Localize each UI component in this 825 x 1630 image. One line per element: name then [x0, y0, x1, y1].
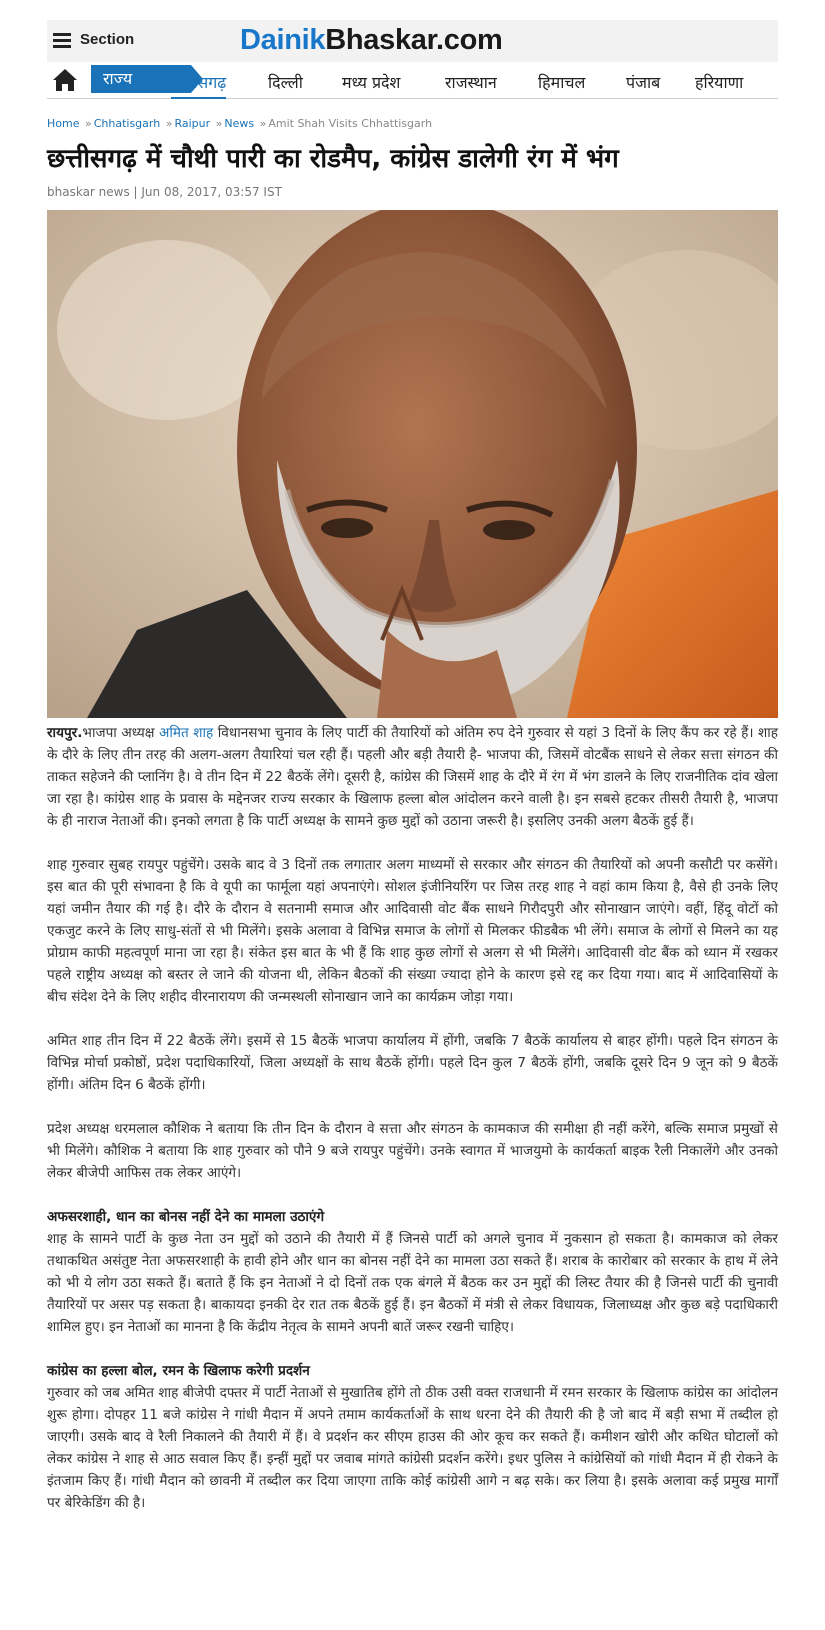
article-paragraph: गुरुवार को जब अमित शाह बीजेपी दफ्तर में पार्टी नेताओं से मुखातिब होंगे तो ठीक उसी वक्त राजधानी में रमन सरकार के खिलाफ कांग्रेस का आंदोलन शुरू होगा। दोपहर 11 बजे कांग्रेस ने गांधी मैदान में अपने तमाम कार्यकर्ताओं के साथ धरना देने की तैयारी की है जो बाद में बड़ी सभा में तब्दील हो जाएगी। उसके बाद वे रैली निकालने की तैयारी में हैं। वे प्रदर्शन कर सीएम हाउस की ओर कूच कर सकते हैं। कमीशन खोरी और कथित घोटालों को लेकर कांग्रेस ने शाह से आठ सवाल किए हैं। इन्हीं मुद्दों पर जवाब मांगते कांग्रेसी प्रदर्शन करेंगे। इधर पुलिस ने कांग्रेसियों को गांधी मैदान में ही रोकने के इंतजाम किए हैं। गांधी मैदान को छावनी में तब्दील कर दिया जाएगा ताकि कोई कांग्रेसी आगे न बढ़ सके। कर लिया है। इसके अलावा कई प्रमुख मार्गों पर बेरिकेडिंग की है। [47, 1385, 778, 1511]
breadcrumb-separator: » [84, 117, 92, 130]
nav-states-tab[interactable]: राज्य [91, 65, 191, 93]
section-menu-label[interactable]: Section [80, 31, 135, 48]
breadcrumb-separator: » [165, 117, 173, 130]
breadcrumb-chhatisgarh[interactable]: Chhatisgarh [93, 117, 161, 130]
site-logo[interactable] [240, 24, 502, 57]
article-body [47, 722, 778, 1536]
top-header [47, 20, 778, 62]
breadcrumb-separator: » [215, 117, 223, 130]
hamburger-icon[interactable] [53, 33, 71, 47]
breadcrumb [47, 117, 432, 130]
nav-item-haryana[interactable]: हरियाणा [695, 73, 744, 92]
nav-item-punjab[interactable]: पंजाब [626, 73, 661, 92]
logo-part-1: Dainik [240, 24, 326, 56]
breadcrumb-home[interactable]: Home [47, 117, 80, 130]
article-paragraph: प्रदेश अध्यक्ष धरमलाल कौशिक ने बताया कि तीन दिन के दौरान वे सत्ता और संगठन के कामकाज की समीक्षा ही नहीं करेंगे, बल्कि समाज प्रमुखों से भी मिलेंगे। कौशिक ने बताया कि शाह गुरुवार को पौने 9 बजे रायपुर पहुंचेंगे। उनके स्वागत में भाजयुमो के कार्यकर्ता बाइक रैली निकालेंगे और उनको लेकर बीजेपी आफिस तक लेकर आएंगे। [47, 1121, 778, 1181]
article-headline: छत्तीसगढ़ में चौथी पारी का रोडमैप, कांग्रेस डालेगी रंग में भंग [47, 144, 619, 174]
nav-item-himachal[interactable]: हिमाचल [538, 73, 586, 92]
article-paragraph: शाह गुरुवार सुबह रायपुर पहुंचेंगे। उसके बाद वे 3 दिनों तक लगातार अलग माध्यमों से सरकार और संगठन की तैयारियों को अपनी कसौटी पर कसेंगे। इस बात की पूरी संभावना है कि वे यूपी का फार्मूला यहां अपनाएंगे। सोशल इंजीनियरिंग पर जिस तरह शाह ने वहां काम किया है, वैसे ही उनके लिए यहां जमीन तैयार की गई है। दौरे के दौरान वे सतनामी समाज और आदिवासी वोट बैंक साधने गिरौदपुरी और सोनाखान जाएंगे। वहीं, हिंदू वोटों को एकजुट करने के लिए साधु-संतों से भी मिलेंगे। इसके अलावा वे विभिन्न समाज के लोगों से मिलकर फीडबैक भी लेंगे। समाज के लोगों से मिलने का यह प्रोग्राम काफी महत्वपूर्ण माना जा रहा है। संकेत इस बात के भी हैं कि शाह कुछ लोगों से अलग से भी मिलेंगे। आदिवासी वोट बैंक को ध्यान में रखकर पहले राष्ट्रीय अध्यक्ष को बस्तर ले जाने की योजना थी, लेकिन बैठकों की संख्या ज्यादा होने के कारण इसे रद्द कर दिया गया। बाद में आदिवासियों के बीच संदेश देने के लिए शहीद वीरनारायण की जन्मस्थली सोनाखान जाने का कार्यक्रम जोड़ा गया। [47, 857, 778, 1005]
article-photo [47, 210, 778, 718]
article-paragraph: शाह के सामने पार्टी के कुछ नेता उन मुद्दों को उठाने की तैयारी में हैं जिनसे पार्टी को अगले चुनाव में नुकसान हो सकता है। कामकाज को लेकर तथाकथित असंतुष्ट नेता अफसरशाही के हावी होने और धान का बोनस नहीं देने का मामला उठा सकते हैं। शराब के कारोबार को सरकार के हाथ में लेने को भी ये लोग उठा सकते हैं। बताते हैं कि इन नेताओं ने दो दिनों तक एक बंगले में बैठक कर उन मुद्दों की लिस्ट तैयार की है जिनसे पार्टी की चुनावी तैयारियों पर असर पड़ सकता है। बाकायदा इनकी देर रात तक बैठकें हुई हैं। इन बैठकों में मंत्री से लेकर विधायक, जिलाध्यक्ष और कुछ बड़े पदाधिकारी शामिल हुए। इन नेताओं का मानना है कि केंद्रीय नेतृत्व के सामने अपनी बातें जरूर रखनी चाहिए। [47, 1231, 778, 1335]
dateline-place: रायपुर. [47, 725, 83, 741]
subheading: अफसरशाही, धान का बोनस नहीं देने का मामला उठाएंगे [47, 1209, 325, 1225]
article-byline: bhaskar news | Jun 08, 2017, 03:57 IST [47, 185, 282, 199]
nav-item-madhya-pradesh[interactable]: मध्य प्रदेश [342, 73, 401, 92]
paragraph-text: विधानसभा चुनाव के लिए पार्टी की तैयारियों को अंतिम रुप देने गुरुवार से यहां 3 दिनों के लिए कैंप कर रहे हैं। शाह के दौरे के लिए तीन तरह की अलग-अलग तैयारियां चल रही हैं। पहली और बड़ी तैयारी है- भाजपा की, जिसमें वोटबैंक साधने से लेकर सत्ता संगठन की ताकत सहेजने की प्लानिंग है। वे तीन दिन में 22 बैठकें लेंगे। दूसरी है, कांग्रेस की जिसमें शाह के दौरे में रंग में भंग डालने के लिए राजनीतिक दांव खेला जा रहा है। कांग्रेस शाह के प्रवास के मद्देनजर राज्य सरकार के खिलाफ हल्ला बोल आंदोलन करने वाली है। इन सबसे हटकर तीसरी तैयारी है, भाजपा के ही नाराज नेताओं की। इनको लगता है कि पार्टी अध्यक्ष के सामने कुछ मुद्दों को उठाना जरूरी है। इसलिए उनकी अलग बैठकें हुई हैं। [47, 725, 778, 829]
home-icon[interactable] [51, 66, 79, 94]
nav-item-delhi[interactable]: दिल्ली [268, 73, 303, 92]
state-nav-bar [47, 62, 778, 99]
paragraph-text: भाजपा अध्यक्ष [82, 725, 159, 741]
breadcrumb-separator: » [259, 117, 267, 130]
breadcrumb-current: Amit Shah Visits Chhattisgarh [268, 117, 433, 130]
nav-item-chhattisgarh[interactable]: छत्तीसगढ़ [171, 71, 226, 99]
article-paragraph: अमित शाह तीन दिन में 22 बैठकें लेंगे। इसमें से 15 बैठकें भाजपा कार्यालय में होंगी, जबकि 7 बैठकें कार्यालय से बाहर होंगी। पहले दिन संगठन के विभिन्न मोर्चा प्रकोष्ठों, प्रदेश पदाधिकारियों, जिला अध्यक्षों के साथ बैठकें होंगी। पहले दिन कुल 7 बैठकें होंगी, जबकि दूसरे दिन 9 जून को 9 बैठकें होंगी। अंतिम दिन 6 बैठकें होंगी। [47, 1033, 778, 1093]
breadcrumb-news[interactable]: News [224, 117, 255, 130]
subheading: कांग्रेस का हल्ला बोल, रमन के खिलाफ करेगी प्रदर्शन [47, 1363, 310, 1379]
article-paragraph [47, 722, 778, 832]
person-link[interactable]: अमित शाह [158, 725, 214, 741]
breadcrumb-raipur[interactable]: Raipur [174, 117, 211, 130]
nav-item-rajasthan[interactable]: राजस्थान [445, 73, 497, 92]
logo-part-2: Bhaskar.com [325, 24, 503, 56]
